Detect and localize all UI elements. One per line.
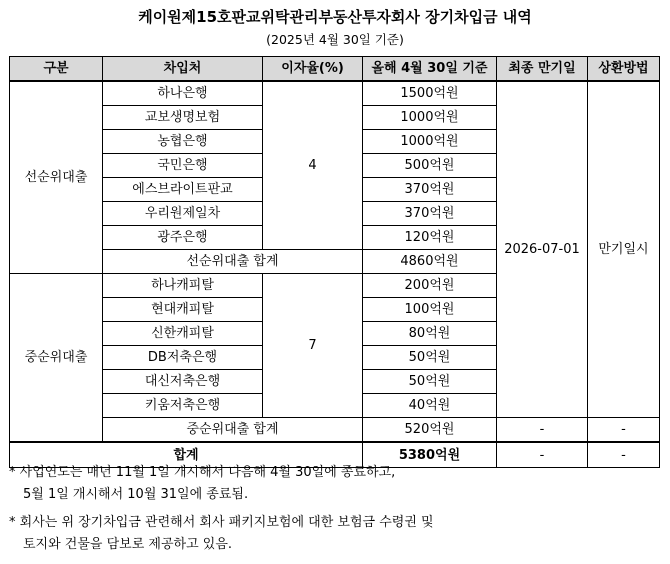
table-row: [10, 81, 660, 106]
amount-cell: 100억원: [363, 298, 497, 322]
lender-cell: 대신저축은행: [103, 370, 263, 394]
lender-cell: 하나은행: [103, 81, 263, 106]
lender-cell: 키움저축은행: [103, 394, 263, 418]
table-header-row: [10, 57, 660, 82]
amount-cell: 50억원: [363, 346, 497, 370]
lender-cell: 교보생명보험: [103, 106, 263, 130]
junior-rate: 7: [263, 274, 363, 418]
amount-cell: 1000억원: [363, 130, 497, 154]
senior-subtotal-amount: 4860억원: [363, 250, 497, 274]
amount-cell: 50억원: [363, 370, 497, 394]
footnote: [9, 462, 659, 506]
senior-category: 선순위대출: [10, 81, 103, 274]
header-rate: 이자율(%): [263, 57, 363, 82]
junior-subtotal-label: 중순위대출 합계: [103, 418, 363, 443]
lender-cell: 하나캐피탈: [103, 274, 263, 298]
amount-cell: 40억원: [363, 394, 497, 418]
senior-rate: 4: [263, 81, 363, 250]
junior-subtotal-amount: 520억원: [363, 418, 497, 443]
lender-cell: DB저축은행: [103, 346, 263, 370]
lender-cell: 국민은행: [103, 154, 263, 178]
senior-subtotal-label: 선순위대출 합계: [103, 250, 363, 274]
amount-cell: 200억원: [363, 274, 497, 298]
total-label: 합계: [10, 442, 363, 468]
lender-cell: 에스브라이트판교: [103, 178, 263, 202]
footnotes: [9, 462, 659, 562]
footnote-line: * 사업연도는 매년 11월 1일 개시해서 다음해 4월 30일에 종료하고,: [9, 465, 396, 480]
amount-cell: 370억원: [363, 202, 497, 226]
lender-cell: 신한캐피탈: [103, 322, 263, 346]
junior-subtotal-repayment: -: [588, 418, 660, 443]
amount-cell: 1500억원: [363, 81, 497, 106]
lender-cell: 우리원제일차: [103, 202, 263, 226]
lender-cell: 농협은행: [103, 130, 263, 154]
header-maturity: 최종 만기일: [497, 57, 588, 82]
footnote: [9, 512, 659, 556]
lender-cell: 현대캐피탈: [103, 298, 263, 322]
header-balance: 올해 4월 30일 기준: [363, 57, 497, 82]
total-repayment: -: [588, 442, 660, 468]
page-title: 케이원제15호판교위탁관리부동산투자회사 장기차입금 내역: [138, 8, 532, 26]
junior-subtotal-maturity: -: [497, 418, 588, 443]
footnote-line: * 회사는 위 장기차입금 관련해서 회사 패키지보험에 대한 보험금 수령권 및: [9, 515, 434, 530]
footnote-line: 토지와 건물을 담보로 제공하고 있음.: [23, 537, 233, 552]
header-category: 구분: [10, 57, 103, 82]
amount-cell: 1000억원: [363, 106, 497, 130]
total-amount: 5380억원: [363, 442, 497, 468]
junior-subtotal-row: [10, 418, 660, 443]
header-repayment: 상환방법: [588, 57, 660, 82]
footnote-line: 5월 1일 개시해서 10월 31일에 종료됨.: [23, 487, 249, 502]
junior-category: 중순위대출: [10, 274, 103, 443]
amount-cell: 370억원: [363, 178, 497, 202]
amount-cell: 500억원: [363, 154, 497, 178]
total-maturity: -: [497, 442, 588, 468]
header-lender: 차입처: [103, 57, 263, 82]
shared-repayment: 만기일시: [588, 81, 660, 418]
amount-cell: 80억원: [363, 322, 497, 346]
amount-cell: 120억원: [363, 226, 497, 250]
loan-table: [9, 56, 660, 468]
page-subtitle: (2025년 4월 30일 기준): [266, 32, 404, 47]
lender-cell: 광주은행: [103, 226, 263, 250]
shared-maturity: 2026-07-01: [497, 81, 588, 418]
